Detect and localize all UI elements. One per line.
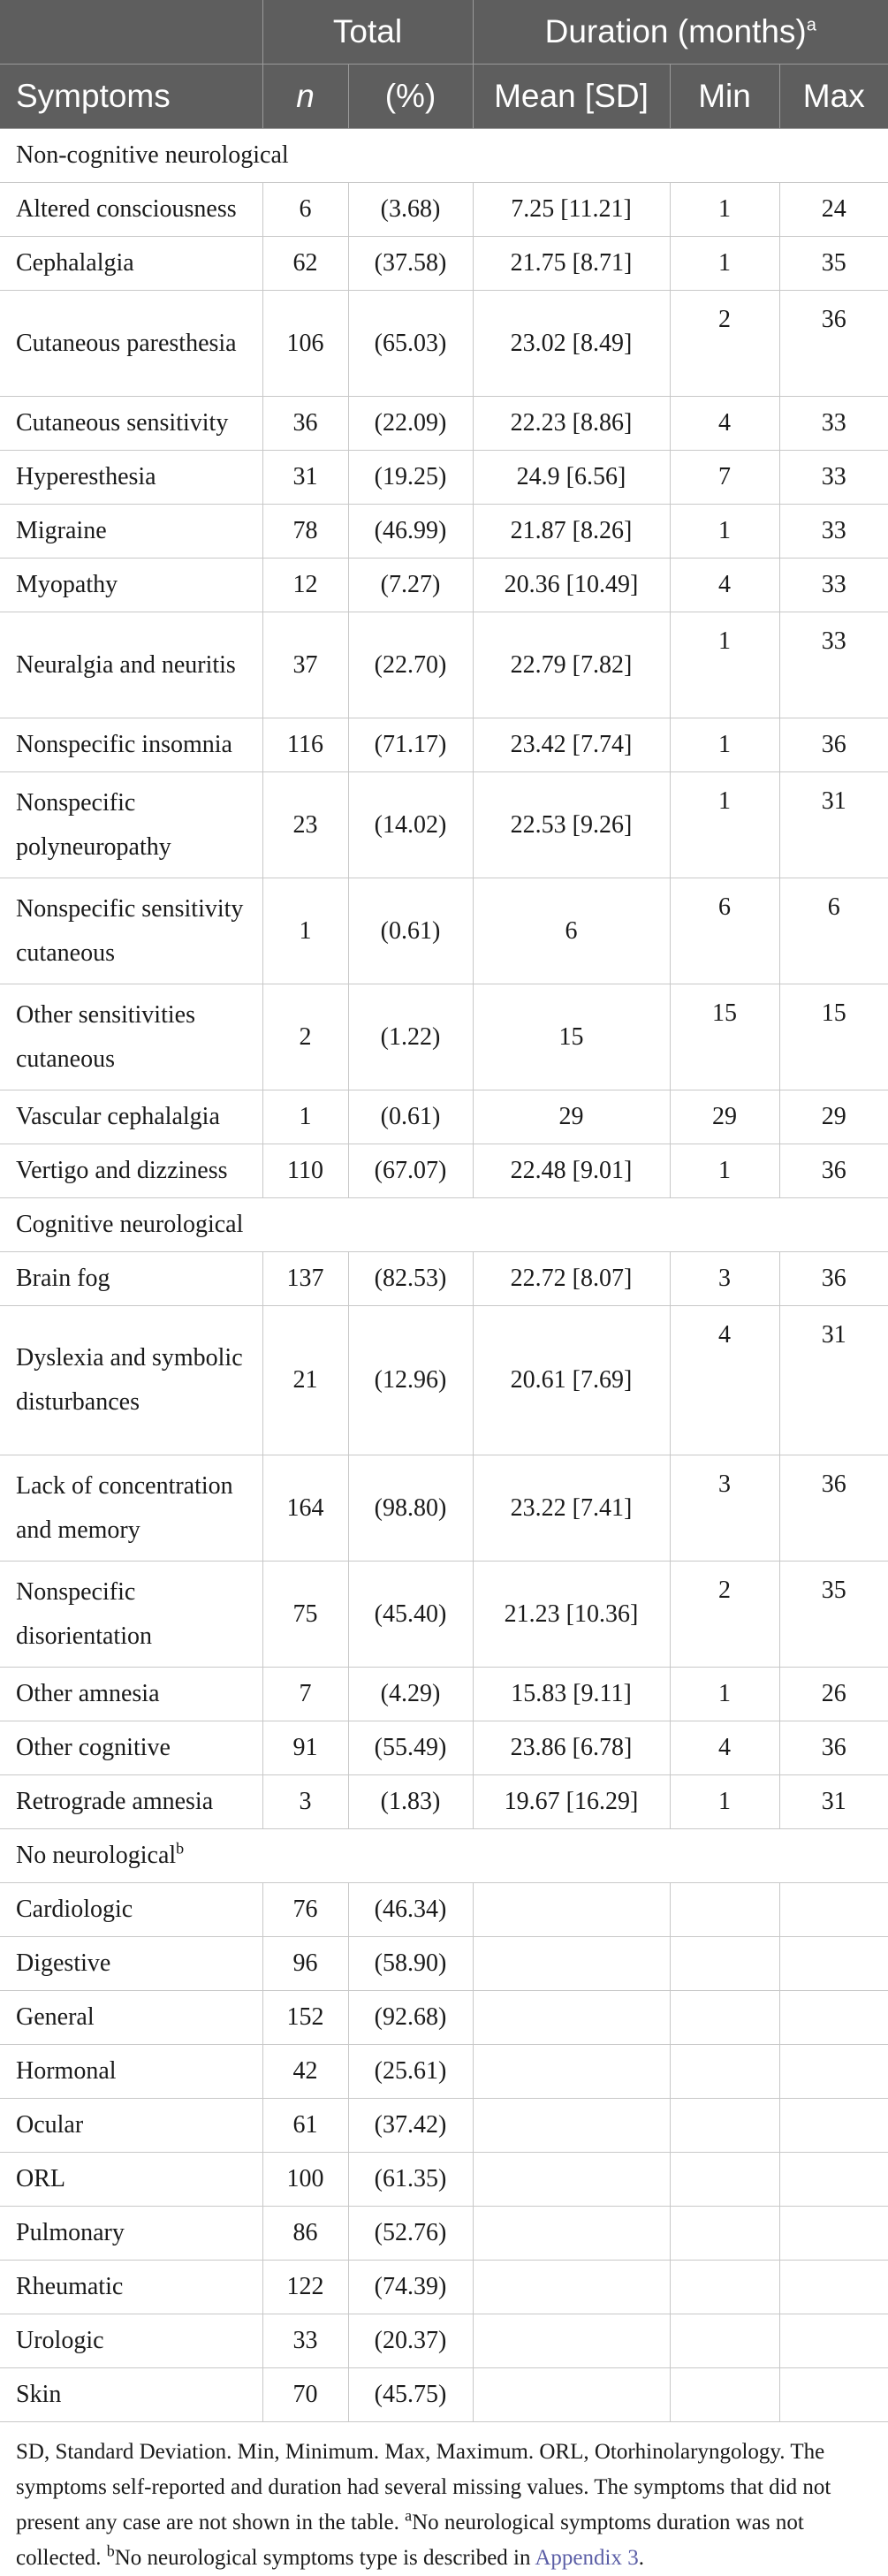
mean-sd-cell (473, 2314, 670, 2368)
table-row (0, 2045, 888, 2099)
percent-cell: (3.68) (348, 183, 473, 237)
table-row (0, 1775, 888, 1829)
max-cell: 15 (779, 984, 888, 1090)
max-cell: 36 (779, 1721, 888, 1775)
header-symptoms: Symptoms (0, 65, 262, 129)
table-row (0, 612, 888, 718)
mean-sd-cell: 23.22 [7.41] (473, 1455, 670, 1562)
mean-sd-cell: 23.42 [7.74] (473, 718, 670, 772)
count-cell: 100 (262, 2153, 348, 2207)
symptom-name-cell: Myopathy (0, 559, 262, 612)
table-row (0, 1937, 888, 1991)
min-cell: 4 (670, 559, 779, 612)
count-cell: 164 (262, 1455, 348, 1562)
table-row (0, 183, 888, 237)
max-cell (779, 1883, 888, 1937)
count-cell: 152 (262, 1991, 348, 2045)
max-cell (779, 2314, 888, 2368)
min-cell: 1 (670, 1144, 779, 1198)
min-cell: 29 (670, 1090, 779, 1144)
symptom-name-cell: Cutaneous sensitivity (0, 397, 262, 451)
table-row (0, 772, 888, 878)
max-cell: 6 (779, 878, 888, 984)
max-cell (779, 1991, 888, 2045)
table-row (0, 2368, 888, 2422)
min-cell: 3 (670, 1252, 779, 1306)
percent-cell: (74.39) (348, 2261, 473, 2314)
max-cell: 33 (779, 559, 888, 612)
mean-sd-cell: 21.75 [8.71] (473, 237, 670, 291)
max-cell (779, 2368, 888, 2422)
max-cell: 35 (779, 1562, 888, 1668)
max-cell: 26 (779, 1668, 888, 1721)
count-cell: 31 (262, 451, 348, 505)
count-cell: 106 (262, 291, 348, 397)
symptom-name-cell: Other amnesia (0, 1668, 262, 1721)
appendix-link[interactable]: Appendix 3 (535, 2546, 639, 2570)
min-cell (670, 2099, 779, 2153)
table-row (0, 2314, 888, 2368)
mean-sd-cell (473, 2368, 670, 2422)
max-cell: 33 (779, 612, 888, 718)
max-cell (779, 2045, 888, 2099)
table-row (0, 1668, 888, 1721)
footnote-a: No neurological symptoms duration was not collected. (16, 2511, 804, 2570)
count-cell: 122 (262, 2261, 348, 2314)
percent-cell: (98.80) (348, 1455, 473, 1562)
percent-cell: (46.34) (348, 1883, 473, 1937)
min-cell: 2 (670, 291, 779, 397)
symptom-name-cell: Urologic (0, 2314, 262, 2368)
mean-sd-cell: 22.23 [8.86] (473, 397, 670, 451)
section-row (0, 1198, 888, 1252)
min-cell: 4 (670, 397, 779, 451)
min-cell: 7 (670, 451, 779, 505)
percent-cell: (20.37) (348, 2314, 473, 2368)
percent-cell: (0.61) (348, 1090, 473, 1144)
mean-sd-cell: 6 (473, 878, 670, 984)
percent-cell: (37.42) (348, 2099, 473, 2153)
percent-cell: (4.29) (348, 1668, 473, 1721)
count-cell: 21 (262, 1306, 348, 1455)
min-cell (670, 2314, 779, 2368)
table-row (0, 451, 888, 505)
percent-cell: (52.76) (348, 2207, 473, 2261)
min-cell: 1 (670, 183, 779, 237)
header-percent: (%) (348, 65, 473, 129)
section-footnote-mark: b (176, 1839, 185, 1858)
percent-cell: (7.27) (348, 559, 473, 612)
percent-cell: (82.53) (348, 1252, 473, 1306)
header-min: Min (670, 65, 779, 129)
percent-cell: (1.22) (348, 984, 473, 1090)
symptom-name-cell: Nonspecific insomnia (0, 718, 262, 772)
mean-sd-cell: 23.02 [8.49] (473, 291, 670, 397)
max-cell: 33 (779, 505, 888, 559)
table-row (0, 1144, 888, 1198)
symptom-name-cell: Lack of concentration and memory (0, 1455, 262, 1562)
count-cell: 62 (262, 237, 348, 291)
count-cell: 76 (262, 1883, 348, 1937)
symptom-name-cell: Neuralgia and neuritis (0, 612, 262, 718)
mean-sd-cell: 20.36 [10.49] (473, 559, 670, 612)
count-cell: 70 (262, 2368, 348, 2422)
max-cell: 36 (779, 1252, 888, 1306)
min-cell (670, 2045, 779, 2099)
min-cell: 15 (670, 984, 779, 1090)
count-cell: 12 (262, 559, 348, 612)
section-title (0, 1829, 888, 1883)
max-cell: 31 (779, 1306, 888, 1455)
symptom-name-cell: Vertigo and dizziness (0, 1144, 262, 1198)
section-title-text: Non-cognitive neurological (16, 141, 289, 169)
header-total-label: Total (332, 13, 403, 49)
min-cell: 1 (670, 1668, 779, 1721)
symptom-name-cell: General (0, 1991, 262, 2045)
min-cell: 1 (670, 772, 779, 878)
mean-sd-cell: 22.48 [9.01] (473, 1144, 670, 1198)
percent-cell: (46.99) (348, 505, 473, 559)
max-cell (779, 2099, 888, 2153)
percent-cell: (14.02) (348, 772, 473, 878)
footnote-b: No neurological symptoms type is described in (114, 2546, 535, 2570)
min-cell (670, 1937, 779, 1991)
header-row-groups (0, 0, 888, 65)
percent-cell: (19.25) (348, 451, 473, 505)
header-max: Max (779, 65, 888, 129)
table-row (0, 559, 888, 612)
section-title (0, 129, 888, 183)
percent-cell: (37.58) (348, 237, 473, 291)
mean-sd-cell: 7.25 [11.21] (473, 183, 670, 237)
footnote-mark-b: b (106, 2542, 115, 2560)
min-cell (670, 2261, 779, 2314)
symptom-name-cell: Altered consciousness (0, 183, 262, 237)
count-cell: 75 (262, 1562, 348, 1668)
percent-cell: (71.17) (348, 718, 473, 772)
count-cell: 96 (262, 1937, 348, 1991)
symptom-name-cell: Skin (0, 2368, 262, 2422)
count-cell: 91 (262, 1721, 348, 1775)
symptom-name-cell: Nonspecific sensitivity cutaneous (0, 878, 262, 984)
min-cell: 1 (670, 612, 779, 718)
table-row (0, 505, 888, 559)
mean-sd-cell (473, 1937, 670, 1991)
min-cell: 1 (670, 237, 779, 291)
table-row (0, 2099, 888, 2153)
section-title-text: Cognitive neurological (16, 1211, 244, 1238)
percent-cell: (58.90) (348, 1937, 473, 1991)
mean-sd-cell: 24.9 [6.56] (473, 451, 670, 505)
percent-cell: (1.83) (348, 1775, 473, 1829)
table-row (0, 2207, 888, 2261)
percent-cell: (45.40) (348, 1562, 473, 1668)
count-cell: 2 (262, 984, 348, 1090)
mean-sd-cell (473, 1991, 670, 2045)
table-row (0, 1252, 888, 1306)
min-cell: 2 (670, 1562, 779, 1668)
min-cell: 1 (670, 1775, 779, 1829)
percent-cell: (65.03) (348, 291, 473, 397)
section-row (0, 1829, 888, 1883)
count-cell: 3 (262, 1775, 348, 1829)
max-cell: 24 (779, 183, 888, 237)
table-row (0, 2261, 888, 2314)
symptom-name-cell: Vascular cephalalgia (0, 1090, 262, 1144)
symptom-name-cell: Other cognitive (0, 1721, 262, 1775)
min-cell: 4 (670, 1721, 779, 1775)
min-cell (670, 2368, 779, 2422)
mean-sd-cell (473, 1883, 670, 1937)
symptom-name-cell: Cutaneous paresthesia (0, 291, 262, 397)
symptom-name-cell: Digestive (0, 1937, 262, 1991)
percent-cell: (92.68) (348, 1991, 473, 2045)
table-row (0, 1991, 888, 2045)
mean-sd-cell (473, 2045, 670, 2099)
min-cell (670, 2207, 779, 2261)
mean-sd-cell: 22.72 [8.07] (473, 1252, 670, 1306)
percent-cell: (12.96) (348, 1306, 473, 1455)
count-cell: 7 (262, 1668, 348, 1721)
percent-cell: (61.35) (348, 2153, 473, 2207)
max-cell: 36 (779, 1455, 888, 1562)
symptom-name-cell: Cephalalgia (0, 237, 262, 291)
min-cell (670, 1883, 779, 1937)
table-row (0, 1721, 888, 1775)
max-cell (779, 2207, 888, 2261)
percent-cell: (45.75) (348, 2368, 473, 2422)
min-cell: 1 (670, 718, 779, 772)
section-title-text: No neurological (16, 1842, 177, 1869)
header-mean-sd: Mean [SD] (473, 65, 670, 129)
percent-cell: (25.61) (348, 2045, 473, 2099)
count-cell: 137 (262, 1252, 348, 1306)
header-duration-footnote-mark: a (806, 15, 816, 35)
symptom-name-cell: Nonspecific disorientation (0, 1562, 262, 1668)
count-cell: 6 (262, 183, 348, 237)
mean-sd-cell: 20.61 [7.69] (473, 1306, 670, 1455)
count-cell: 61 (262, 2099, 348, 2153)
table-row (0, 1090, 888, 1144)
header-row-columns (0, 65, 888, 129)
table-row (0, 237, 888, 291)
symptom-name-cell: Rheumatic (0, 2261, 262, 2314)
max-cell: 36 (779, 1144, 888, 1198)
header-n: n (262, 65, 348, 129)
section-row (0, 129, 888, 183)
mean-sd-cell: 21.87 [8.26] (473, 505, 670, 559)
percent-cell: (22.70) (348, 612, 473, 718)
percent-cell: (55.49) (348, 1721, 473, 1775)
count-cell: 42 (262, 2045, 348, 2099)
count-cell: 86 (262, 2207, 348, 2261)
min-cell: 4 (670, 1306, 779, 1455)
symptom-name-cell: Nonspecific polyneuropathy (0, 772, 262, 878)
mean-sd-cell: 23.86 [6.78] (473, 1721, 670, 1775)
table-body (0, 129, 888, 2422)
table-footnote (0, 2422, 888, 2576)
count-cell: 1 (262, 1090, 348, 1144)
max-cell: 35 (779, 237, 888, 291)
symptom-name-cell: Migraine (0, 505, 262, 559)
header-duration-label: Duration (months) (544, 13, 807, 49)
mean-sd-cell (473, 2153, 670, 2207)
max-cell (779, 2153, 888, 2207)
section-title (0, 1198, 888, 1252)
header-duration (473, 0, 888, 65)
mean-sd-cell (473, 2207, 670, 2261)
percent-cell: (0.61) (348, 878, 473, 984)
count-cell: 110 (262, 1144, 348, 1198)
count-cell: 36 (262, 397, 348, 451)
max-cell: 36 (779, 291, 888, 397)
mean-sd-cell: 22.53 [9.26] (473, 772, 670, 878)
table-row (0, 291, 888, 397)
count-cell: 1 (262, 878, 348, 984)
max-cell: 33 (779, 397, 888, 451)
max-cell: 36 (779, 718, 888, 772)
count-cell: 23 (262, 772, 348, 878)
count-cell: 37 (262, 612, 348, 718)
symptom-name-cell: Dyslexia and symbolic disturbances (0, 1306, 262, 1455)
footnote-main: SD, Standard Deviation. Min, Minimum. Max, Maximum. ORL, Otorhinolaryngology. The symptoms self-reported and duration had several missing values. The symptoms that did not present any case are not shown in the table. (16, 2440, 831, 2534)
mean-sd-cell: 21.23 [10.36] (473, 1562, 670, 1668)
symptom-name-cell: Hyperesthesia (0, 451, 262, 505)
table-row (0, 718, 888, 772)
mean-sd-cell: 19.67 [16.29] (473, 1775, 670, 1829)
mean-sd-cell (473, 2099, 670, 2153)
min-cell (670, 2153, 779, 2207)
max-cell (779, 1937, 888, 1991)
symptom-name-cell: Brain fog (0, 1252, 262, 1306)
table-row (0, 878, 888, 984)
table-row (0, 2153, 888, 2207)
symptom-name-cell: Ocular (0, 2099, 262, 2153)
table-row (0, 1306, 888, 1455)
max-cell: 31 (779, 772, 888, 878)
percent-cell: (67.07) (348, 1144, 473, 1198)
footnote-mark-a: a (405, 2506, 413, 2525)
count-cell: 78 (262, 505, 348, 559)
table-row (0, 984, 888, 1090)
symptom-name-cell: Retrograde amnesia (0, 1775, 262, 1829)
table-row (0, 1562, 888, 1668)
symptom-name-cell: Cardiologic (0, 1883, 262, 1937)
header-total (262, 0, 473, 65)
symptom-name-cell: Pulmonary (0, 2207, 262, 2261)
min-cell: 3 (670, 1455, 779, 1562)
max-cell (779, 2261, 888, 2314)
mean-sd-cell: 15 (473, 984, 670, 1090)
mean-sd-cell: 29 (473, 1090, 670, 1144)
min-cell (670, 1991, 779, 2045)
mean-sd-cell (473, 2261, 670, 2314)
symptom-name-cell: Other sensitivities cutaneous (0, 984, 262, 1090)
mean-sd-cell: 15.83 [9.11] (473, 1668, 670, 1721)
footnote-end: . (638, 2546, 644, 2570)
table-row (0, 1455, 888, 1562)
mean-sd-cell: 22.79 [7.82] (473, 612, 670, 718)
min-cell: 1 (670, 505, 779, 559)
table-header (0, 0, 888, 129)
count-cell: 116 (262, 718, 348, 772)
symptom-name-cell: ORL (0, 2153, 262, 2207)
count-cell: 33 (262, 2314, 348, 2368)
table-row (0, 397, 888, 451)
max-cell: 31 (779, 1775, 888, 1829)
symptom-name-cell: Hormonal (0, 2045, 262, 2099)
max-cell: 29 (779, 1090, 888, 1144)
max-cell: 33 (779, 451, 888, 505)
table-row (0, 1883, 888, 1937)
percent-cell: (22.09) (348, 397, 473, 451)
min-cell: 6 (670, 878, 779, 984)
header-empty-cell (0, 0, 262, 65)
